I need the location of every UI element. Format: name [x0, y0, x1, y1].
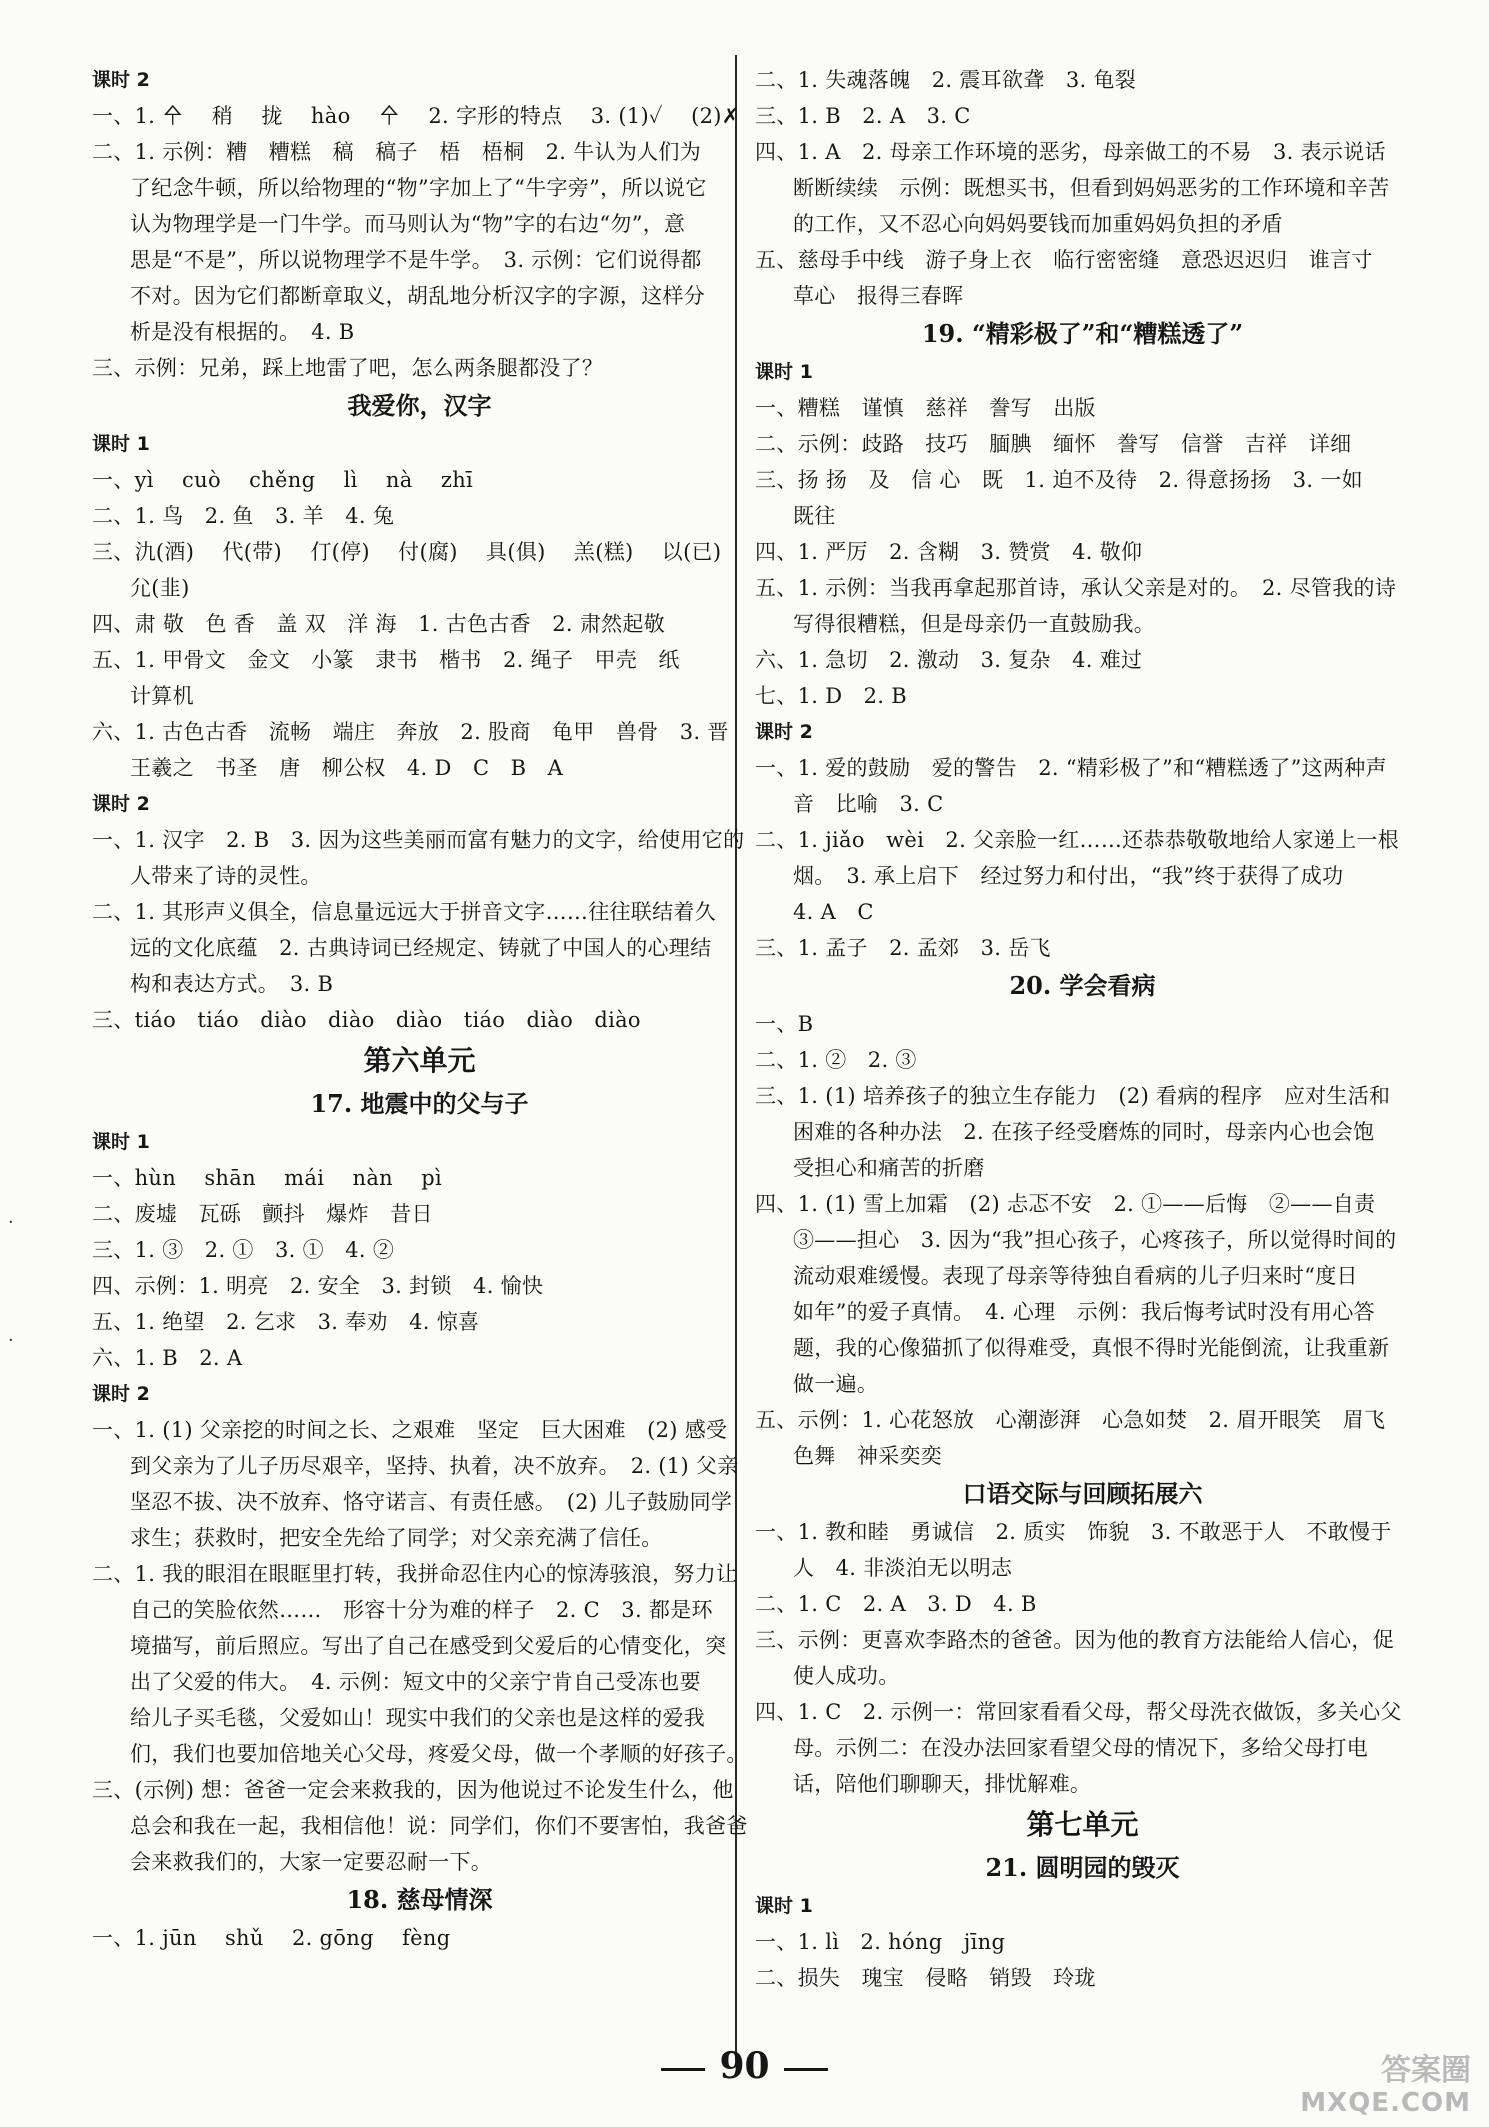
answer-line-continued: 到父亲为了儿子历尽艰辛，坚持、执着，决不放弃。 2. (1) 父亲 — [130, 1454, 739, 1478]
section-title: 21. 圆明园的毁灭 — [985, 1853, 1180, 1882]
left-column — [92, 62, 747, 1956]
answer-line-continued: 的工作，又不忍心向妈妈要钱而加重妈妈负担的矛盾 — [793, 212, 1283, 236]
answer-line: 五、1. 示例：当我再拿起那首诗，承认父亲是对的。 2. 尽管我的诗 — [755, 576, 1397, 600]
page-number: 90 — [719, 2045, 770, 2087]
answer-line-continued: 音 比喻 3. C — [793, 792, 944, 816]
answer-line: 三、1. B 2. A 3. C — [755, 104, 971, 128]
scan-mark: · — [8, 1330, 14, 1351]
answer-line: 一、1. 㐃 稍 拢 hào 㐃 2. 字形的特点 3. (1)✓ (2)✗ — [92, 104, 740, 128]
section-title: 18. 慈母情深 — [346, 1885, 493, 1914]
lesson-label: 课时 1 — [92, 433, 150, 455]
answer-line: 二、示例：歧路 技巧 腼腆 缅怀 誊写 信誉 吉祥 详细 — [755, 432, 1352, 456]
answer-line-continued: 总会和我在一起，我相信他！说：同学们，你们不要害怕，我爸爸 — [130, 1814, 748, 1838]
answer-line: 一、1. jūn shǔ 2. gōng fèng — [92, 1926, 451, 1950]
answer-line: 二、1. 鸟 2. 鱼 3. 羊 4. 兔 — [92, 504, 395, 528]
answer-line-continued: 自己的笑脸依然…… 形容十分为难的样子 2. C 3. 都是环 — [130, 1598, 713, 1622]
answer-line: 一、1. (1) 父亲挖的时间之长、之艰难 坚定 巨大困难 (2) 感受 — [92, 1418, 728, 1442]
answer-line-continued: 构和表达方式。 3. B — [130, 972, 334, 996]
answer-line: 三、1. ③ 2. ① 3. ① 4. ② — [92, 1238, 395, 1262]
section-title: 17. 地震中的父与子 — [310, 1089, 529, 1118]
footer-dash-right — [784, 2068, 828, 2071]
answer-line: 一、B — [755, 1012, 814, 1036]
answer-line: 二、1. 其形声义俱全，信息量远远大于拼音文字……往往联结着久 — [92, 900, 717, 924]
answer-line-continued: ③——担心 3. 因为“我”担心孩子，心疼孩子，所以觉得时间的 — [793, 1228, 1397, 1252]
answer-line-continued: 坚忍不拔、决不放弃、恪守诺言、有责任感。 (2) 儿子鼓励同学 — [130, 1490, 733, 1514]
answer-line: 二、1. ② 2. ③ — [755, 1048, 917, 1072]
answer-line-continued: 人带来了诗的灵性。 — [130, 864, 322, 888]
answer-line: 三、tiáo tiáo diào diào diào tiáo diào diào — [92, 1008, 641, 1032]
answer-line-continued: 们，我们也要加倍地关心父母，疼爱父母，做一个孝顺的好孩子。 — [130, 1742, 748, 1766]
unit-title: 第七单元 — [1026, 1808, 1139, 1841]
watermark-logo — [1300, 2055, 1471, 2119]
answer-line-continued: 烟。 3. 承上启下 经过努力和付出，“我”终于获得了成功 — [793, 864, 1344, 888]
answer-line: 四、肃 敬 色 香 盖 双 洋 海 1. 古色古香 2. 肃然起敬 — [92, 612, 666, 636]
answer-line: 二、损失 瑰宝 侵略 销毁 玲珑 — [755, 1966, 1096, 1990]
answer-line: 一、糟糕 谨慎 慈祥 誊写 出版 — [755, 396, 1096, 420]
answer-line: 一、1. 爱的鼓励 爱的警告 2. “精彩极了”和“糟糕透了”这两种声 — [755, 756, 1387, 780]
answer-line: 三、1. (1) 培养孩子的独立生存能力 (2) 看病的程序 应对生活和 — [755, 1084, 1391, 1108]
lesson-label: 课时 1 — [755, 361, 813, 383]
lesson-label: 课时 2 — [92, 69, 150, 91]
answer-line: 二、1. 我的眼泪在眼眶里打转，我拼命忍住内心的惊涛骇浪，努力让 — [92, 1562, 738, 1586]
answer-line: 六、1. 古色古香 流畅 端庄 奔放 2. 股商 龟甲 兽骨 3. 晋 — [92, 720, 729, 744]
answer-line-continued: 流动艰难缓慢。表现了母亲等待独自看病的儿子归来时“度日 — [793, 1264, 1358, 1288]
section-title: 口语交际与回顾拓展六 — [962, 1479, 1203, 1508]
answer-line-continued: 既往 — [793, 504, 836, 528]
answer-line-continued: 给儿子买毛毯，父爱如山！现实中我们的父亲也是这样的爱我 — [130, 1706, 706, 1730]
answer-line-continued: 王羲之 书圣 唐 柳公权 4. D C B A — [130, 756, 564, 780]
answer-line-continued: 求生；获救时，把安全先给了同学；对父亲充满了信任。 — [130, 1526, 663, 1550]
answer-line: 四、1. 严厉 2. 含糊 3. 赞赏 4. 敬仰 — [755, 540, 1143, 564]
answer-line-continued: 尣(韭) — [130, 576, 190, 600]
answer-line: 二、1. 失魂落魄 2. 震耳欲聋 3. 龟裂 — [755, 68, 1137, 92]
answer-line: 一、yì cuò chěng lì nà zhī — [92, 468, 474, 492]
answer-line-continued: 草心 报得三春晖 — [793, 284, 964, 308]
answer-line-continued: 写得很糟糕，但是母亲仍一直鼓励我。 — [793, 612, 1156, 636]
answer-line: 三、1. 孟子 2. 孟郊 3. 岳飞 — [755, 936, 1051, 960]
lesson-label: 课时 2 — [92, 1383, 150, 1405]
unit-title: 第六单元 — [363, 1044, 476, 1077]
answer-line-continued: 色舞 神采奕奕 — [793, 1444, 943, 1468]
answer-line: 四、1. C 2. 示例一：常回家看看父母，帮父母洗衣做饭，多关心父 — [755, 1700, 1402, 1724]
answer-line: 五、1. 甲骨文 金文 小篆 隶书 楷书 2. 绳子 甲壳 纸 — [92, 648, 680, 672]
answer-line-continued: 不对。因为它们都断章取义，胡乱地分析汉字的字源，这样分 — [130, 284, 706, 308]
answer-line: 三、氿(酒) 代(带) 仃(停) 付(腐) 具(俱) 羔(糕) 以(已) — [92, 540, 722, 564]
answer-line: 四、1. (1) 雪上加霜 (2) 忐忑不安 2. ①——后悔 ②——自责 — [755, 1192, 1376, 1216]
answer-line: 二、1. jiǎo wèi 2. 父亲脸一红……还恭恭敬敬地给人家递上一根 — [755, 828, 1400, 852]
answer-line-continued: 受担心和痛苦的折磨 — [793, 1156, 985, 1180]
answer-line-continued: 出了父爱的伟大。 4. 示例：短文中的父亲宁肯自己受冻也要 — [130, 1670, 701, 1694]
answer-line-continued: 会来救我们的，大家一定要忍耐一下。 — [130, 1850, 493, 1874]
answer-line-continued: 境描写，前后照应。写出了自己在感受到父爱后的心情变化，突 — [130, 1634, 727, 1658]
answer-line-continued: 4. A C — [793, 900, 874, 924]
answer-line-continued: 如年”的爱子真情。 4. 心理 示例：我后悔考试时没有用心答 — [793, 1300, 1375, 1324]
answer-line-continued: 认为物理学是一门牛学。而马则认为“物”字的右边“勿”，意 — [130, 212, 686, 236]
answer-line: 一、1. 教和睦 勇诚信 2. 质实 饰貌 3. 不敢恶于人 不敢慢于 — [755, 1520, 1392, 1544]
answer-line-continued: 困难的各种办法 2. 在孩子经受磨炼的同时，母亲内心也会饱 — [793, 1120, 1375, 1144]
answer-line: 一、1. lì 2. hóng jīng — [755, 1930, 1006, 1954]
answer-line-continued: 思是“不是”，所以说物理学不是牛学。 3. 示例：它们说得都 — [130, 248, 702, 272]
answer-line-continued: 计算机 — [130, 684, 194, 708]
answer-line: 三、示例：兄弟，踩上地雷了吧，怎么两条腿都没了？ — [92, 356, 604, 380]
right-column — [755, 62, 1410, 1996]
lesson-label: 课时 2 — [755, 721, 813, 743]
answer-line-continued: 了纪念牛顿，所以给物理的“物”字加上了“牛字旁”，所以说它 — [130, 176, 707, 200]
answer-line-continued: 析是没有根据的。 4. B — [130, 320, 355, 344]
lesson-label: 课时 2 — [92, 793, 150, 815]
answer-line: 五、示例：1. 心花怒放 心潮澎湃 心急如焚 2. 眉开眼笑 眉飞 — [755, 1408, 1386, 1432]
answer-line: 三、(示例) 想：爸爸一定会来救我的，因为他说过不论发生什么，他 — [92, 1778, 734, 1802]
lesson-label: 课时 1 — [92, 1131, 150, 1153]
answer-line-continued: 母。示例二：在没办法回家看望父母的情况下，多给父母打电 — [793, 1736, 1369, 1760]
answer-line: 三、扬 扬 及 信 心 既 1. 迫不及待 2. 得意扬扬 3. 一如 — [755, 468, 1363, 492]
watermark-line2: MXQE.COM — [1300, 2088, 1471, 2118]
answer-line: 四、示例：1. 明亮 2. 安全 3. 封锁 4. 愉快 — [92, 1274, 544, 1298]
watermark-line1: 答案圈 — [1381, 2053, 1471, 2088]
answer-line-continued: 远的文化底蕴 2. 古典诗词已经规定、铸就了中国人的心理结 — [130, 936, 712, 960]
answer-line: 六、1. B 2. A — [92, 1346, 243, 1370]
answer-line-continued: 使人成功。 — [793, 1664, 900, 1688]
answer-line: 二、1. C 2. A 3. D 4. B — [755, 1592, 1037, 1616]
page-footer — [0, 2045, 1489, 2087]
answer-line-continued: 做一遍。 — [793, 1372, 879, 1396]
answer-line-continued: 题，我的心像猫抓了似得难受，真恨不得时光能倒流，让我重新 — [793, 1336, 1390, 1360]
scan-mark: · — [8, 1212, 14, 1233]
answer-line-continued: 话，陪他们聊聊天，排忧解难。 — [793, 1772, 1092, 1796]
answer-line: 三、示例：更喜欢李路杰的爸爸。因为他的教育方法能给人信心，促 — [755, 1628, 1394, 1652]
answer-line-continued: 断断续续 示例：既想买书，但看到妈妈恶劣的工作环境和辛苦 — [793, 176, 1390, 200]
answer-line: 五、1. 绝望 2. 乞求 3. 奉劝 4. 惊喜 — [92, 1310, 480, 1334]
section-title: 19. “精彩极了”和“糟糕透了” — [921, 319, 1244, 348]
section-title: 我爱你，汉字 — [347, 391, 492, 420]
answer-line-continued: 人 4. 非淡泊无以明志 — [793, 1556, 1013, 1580]
answer-line: 二、废墟 瓦砾 颤抖 爆炸 昔日 — [92, 1202, 433, 1226]
answer-line: 六、1. 急切 2. 激动 3. 复杂 4. 难过 — [755, 648, 1143, 672]
answer-line: 四、1. A 2. 母亲工作环境的恶劣，母亲做工的不易 3. 表示说话 — [755, 140, 1386, 164]
answer-line: 一、1. 汉字 2. B 3. 因为这些美丽而富有魅力的文字，给使用它的 — [92, 828, 745, 852]
footer-dash-left — [661, 2068, 705, 2071]
section-title: 20. 学会看病 — [1009, 971, 1156, 1000]
answer-line: 二、1. 示例：糟 糟糕 稿 稿子 梧 梧桐 2. 牛认为人们为 — [92, 140, 702, 164]
answer-line: 五、慈母手中线 游子身上衣 临行密密缝 意恐迟迟归 谁言寸 — [755, 248, 1373, 272]
lesson-label: 课时 1 — [755, 1895, 813, 1917]
answer-line: 七、1. D 2. B — [755, 684, 907, 708]
answer-line: 一、hùn shān mái nàn pì — [92, 1166, 443, 1190]
